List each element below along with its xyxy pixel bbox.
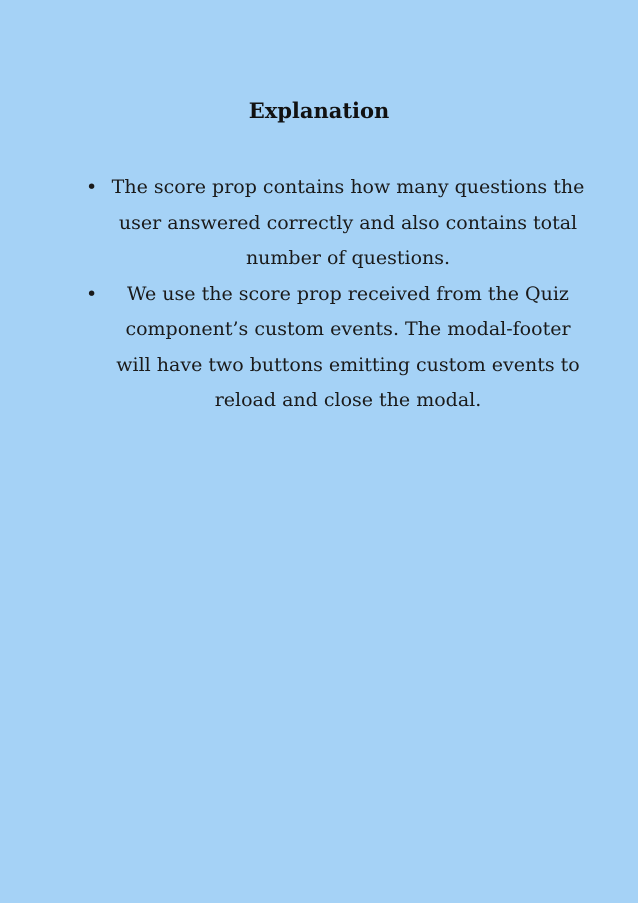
bullet-icon: • <box>86 282 98 305</box>
bullet-icon: • <box>86 176 98 198</box>
heading-text: Explanation <box>248 98 390 123</box>
bullet-list <box>86 170 586 419</box>
list-item <box>86 170 586 277</box>
bullet-text: We use the score prop received from the Quiz component’s custom events. The modal-footer will have two buttons emitting custom events to reload and close the modal. <box>116 282 580 411</box>
page-title <box>0 98 638 123</box>
bullet-text: The score prop contains how many questions the user answered correctly and also contains total number of questions. <box>111 176 585 269</box>
list-item <box>86 277 586 419</box>
